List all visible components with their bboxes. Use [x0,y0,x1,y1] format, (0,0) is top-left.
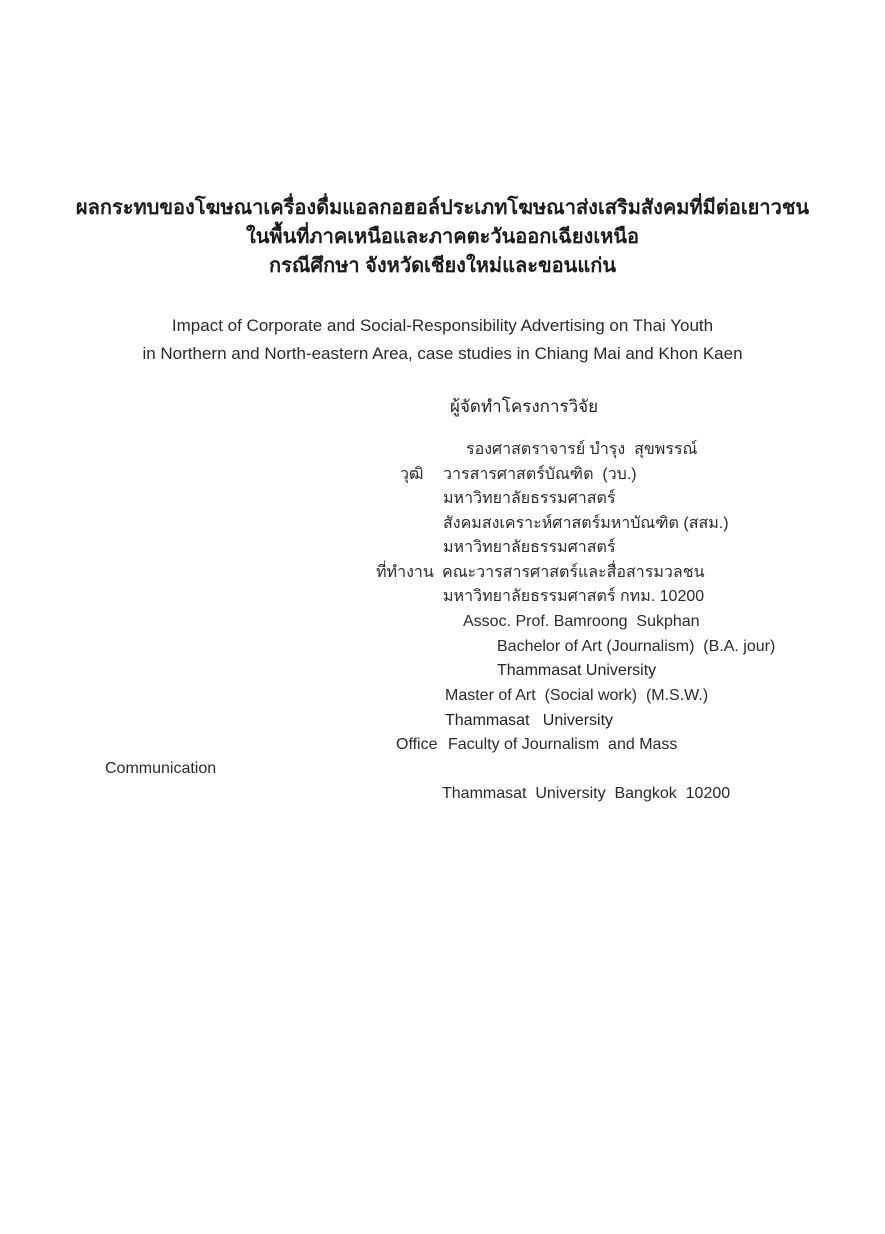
degree-master-english: Master of Art (Social work) (M.S.W.) [445,687,709,704]
degree-bachelor-english: Bachelor of Art (Journalism) (B.A. jour) [497,638,776,655]
office-label-thai: ที่ทำงาน [376,564,434,581]
researcher-name-english: Assoc. Prof. Bamroong Sukphan [463,613,700,630]
office-university-thai: มหาวิทยาลัยธรรมศาสตร์ กทม. 10200 [443,588,705,605]
thai-title-line-2: ในพื้นที่ภาคเหนือและภาคตะวันออกเฉียงเหนือ [245,226,640,248]
english-title-line-2: in Northern and North-eastern Area, case studies in Chiang Mai and Khon Kaen [142,344,743,363]
researcher-name-thai: รองศาสตราจารย์ บำรุง สุขพรรณ์ [466,441,698,458]
office-faculty-thai: คณะวารสารศาสตร์และสื่อสารมวลชน [442,564,705,581]
qualification-university-thai-2: มหาวิทยาลัยธรรมศาสตร์ [443,539,616,556]
thai-title-line-3: กรณีศึกษา จังหวัดเชียงใหม่และขอนแก่น [268,255,616,277]
researcher-section-header: ผู้จัดทำโครงการวิจัย [450,397,599,416]
qualification-master-thai: สังคมสงเคราะห์ศาสตร์มหาบัณฑิต (สสม.) [443,515,729,532]
thai-title-line-1: ผลกระทบของโฆษณาเครื่องดื่มแอลกอฮอล์ประเภทโฆษณาส่งเสริมสังคมที่มีต่อเยาวชน [75,197,810,219]
english-title [0,312,885,368]
office-faculty-english: Faculty of Journalism and Mass [448,736,678,753]
qualification-label: วุฒิ [400,466,424,483]
english-title-line-1: Impact of Corporate and Social-Responsibility Advertising on Thai Youth [171,316,714,335]
qualification-university-thai-1: มหาวิทยาลัยธรรมศาสตร์ [443,490,616,507]
qualification-degree-thai: วารสารศาสตร์บัณฑิต (วบ.) [443,466,637,483]
office-label-english: Office [396,736,438,753]
bachelor-university-english: Thammasat University [497,662,657,679]
office-faculty-english-wrap: Communication [105,760,217,777]
master-university-english: Thammasat University [445,712,614,729]
address-english: Thammasat University Bangkok 10200 [442,785,731,802]
thai-title [0,194,885,281]
